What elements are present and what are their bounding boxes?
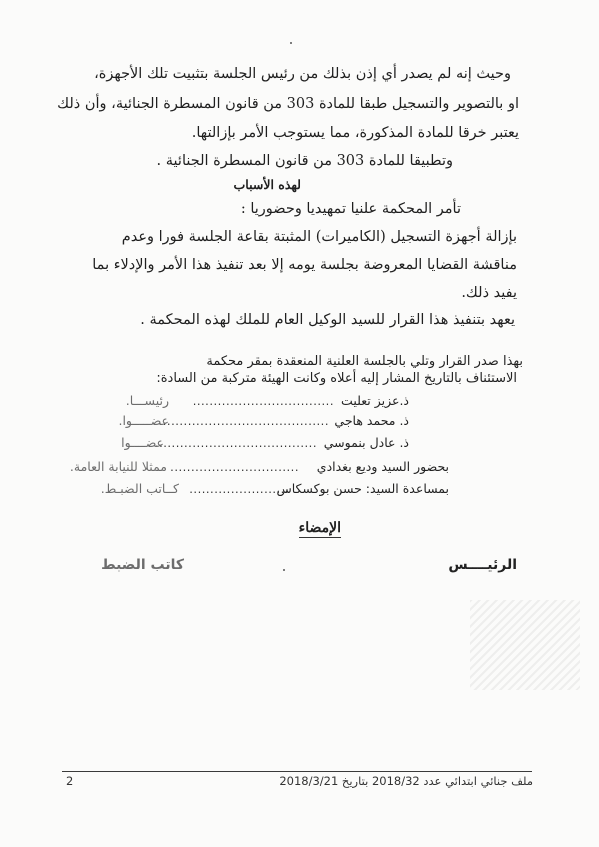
assistance-name: بمساعدة السيد: حسن بوكسكاس (276, 481, 449, 496)
printed-line: الاستئناف بالتاريخ المشار إليه أعلاه وكانت الهيئة متركبة من السادة: (156, 371, 517, 386)
attendance-row (49, 458, 449, 476)
president-label: الرئيــــس (448, 557, 517, 573)
member-row (49, 392, 409, 410)
signature-heading (299, 520, 341, 536)
footer-case-info: ملف جنائي ابتدائي عدد 2018/32 بتاريخ 2018/3/21 (279, 774, 533, 788)
signature-heading-text: الإمضاء (298, 520, 341, 536)
printed-line: بهذا صدر القرار وتلي بالجلسة العلنية المنعقدة بمقر محكمة (206, 354, 523, 369)
body-line: وحيث إنه لم يصدر أي إذن بذلك من رئيس الجلسة بتثبيت تلك الأجهزة، (94, 66, 511, 82)
member-name: ذ. محمد هاجي (334, 413, 409, 428)
member-dots: ......................................... (158, 414, 329, 428)
attendance-name: بحضور السيد وديع بغدادي (316, 459, 449, 474)
body-line: مناقشة القضايا المعروضة بجلسة يومه إلا بعد تنفيذ هذا الأمر والإدلاء بما (92, 257, 517, 273)
attendance-dots: ............................... (170, 460, 299, 474)
clerk-label: كاتب الضبط (101, 557, 184, 573)
body-line: تأمر المحكمة علنيا تمهيديا وحضوريا : (240, 201, 461, 217)
faded-stamp-area (470, 600, 580, 690)
assistance-dots: ........................ (189, 482, 289, 496)
body-line: يعهد بتنفيذ هذا القرار للسيد الوكيل العام للملك لهذه المحكمة . (140, 312, 515, 328)
body-line: يفيد ذلك. (461, 285, 517, 301)
scan-speck (290, 42, 292, 44)
assistance-row (49, 480, 449, 498)
member-name: ذ.عزيز تعليت (341, 393, 409, 408)
member-dots: ....................................... (154, 436, 317, 450)
member-row (49, 434, 409, 452)
scan-speck (283, 569, 285, 571)
member-role: عضــــوا (121, 435, 164, 450)
body-line: بإزالة أجهزة التسجيل (الكاميرات) المثبتة بقاعة الجلسة فورا وعدم (121, 229, 517, 245)
member-role: رئيســـا. (125, 393, 169, 408)
body-line: يعتبر خرقا للمادة المذكورة، مما يستوجب الأمر بإزالتها. (191, 125, 519, 141)
member-dots: .................................. (192, 394, 334, 408)
reasons-heading: لهذه الأسباب (233, 177, 301, 192)
attendance-role: ممثلا للنيابة العامة. (69, 459, 167, 474)
assistance-role: كــاتب الضبـط. (100, 481, 179, 496)
body-line: او بالتصوير والتسجيل طبقا للمادة 303 من قانون المسطرة الجنائية، وأن ذلك (57, 96, 519, 112)
body-line: وتطبيقا للمادة 303 من قانون المسطرة الجنائية . (156, 153, 453, 169)
page-number: 2 (66, 774, 74, 788)
member-name: ذ. عادل بنموسي (323, 435, 409, 450)
member-role: عضـــــوا. (118, 413, 169, 428)
member-row (49, 412, 409, 430)
footer-rule (62, 771, 532, 772)
